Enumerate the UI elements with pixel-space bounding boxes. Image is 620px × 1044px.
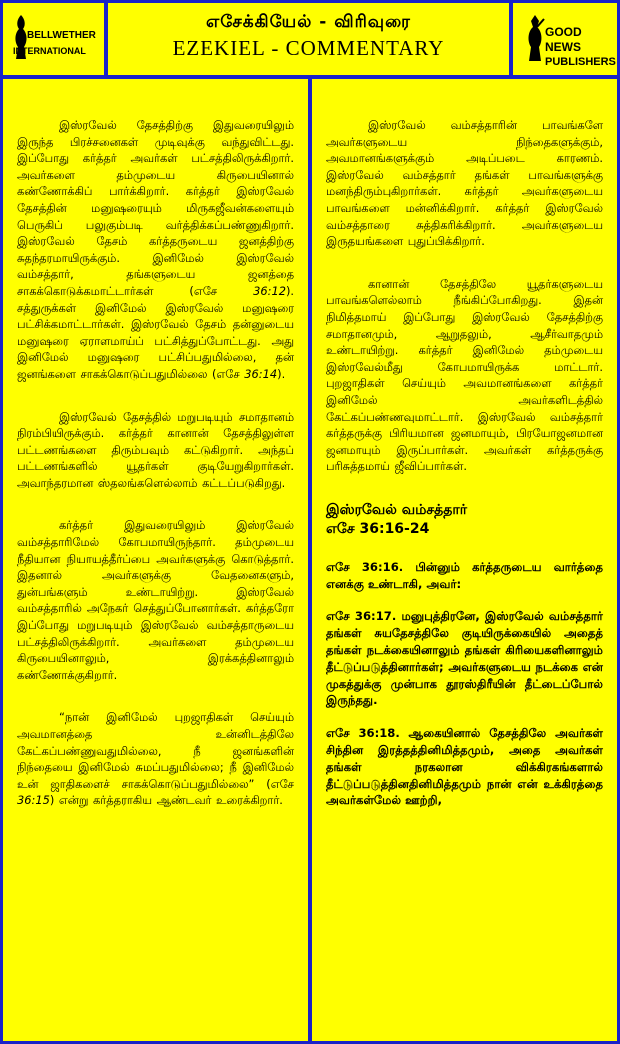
left-column [3, 79, 308, 1041]
verse-16: எசே 36:16. பின்னும் கர்த்தருடைய வார்த்தை எனக்கு உண்டாகி, அவர்: [326, 559, 603, 591]
logo-right-line1: GOOD NEWS [545, 25, 582, 54]
paragraph: இஸ்ரவேல் தேசத்தில் மறுபடியும் சமாதானம் நிரம்பியிருக்கும். கர்த்தர் கானான் தேசத்திலுள்ள பட்டணங்களை திரும்பவும் கட்டுகிறார். அந்தப் பட்டணங்களில் யூதர்கள் குடியேறுகிறார்கள். அவாந்தரமான ஸ்தலங்களெல்லாம் கட்டப்படுகிறது. [17, 409, 294, 490]
verse-17: எசே 36:17. மனுபுத்திரனே, இஸ்ரவேல் வம்சத்தார் தங்கள் சுயதேசத்திலே குடியிருக்கையில் அதைத் தங்கள் நடக்கையினாலும் தங்கள் கிரியைகளினாலும் தீட்டுப்படுத்தினார்கள்; அவர்களுடைய நடக்கை என் முகத்துக்கு முன்பாக தூரஸ்திரீயின் தீட்டைப்போல் இருந்தது. [326, 609, 603, 708]
header-title-tamil: எசேக்கியேல் - விரிவுரை [206, 12, 411, 32]
paragraph: இஸ்ரவேல் தேசத்திற்கு இதுவரையிலும் இருந்த பிரச்சனைகள் முடிவுக்கு வந்துவிட்டது. இப்போது கர்த்தர் அவர்கள் பட்சத்திலிருக்கிறார். அவர்களை தம்முடைய கிருபையினால் கண்ணோக்கிப் பார்க்கிறார். கர்த்தர் இஸ்ரவேல் தேசத்தின் மனுஷரையும் மிருகஜீவன்களையும் பெருகிப் பலுகும்படி வர்த்திக்கப்பண்ணுகிறார். இஸ்ரவேல் தேசம் கர்த்தருடைய ஜனத்திற்கு சுதந்தரமாயிருக்கும். இனிமேல் இஸ்ரவேல் வம்சத்தார், தங்களுடைய ஜனத்தை சாகக்கொடுக்கமாட்டார்கள் (எசே 36:12). சத்துருக்கள் இனிமேல் இஸ்ரவேல் மனுஷரை பட்சிக்கமாட்டார்கள். இஸ்ரவேல் தேசம் தன்னுடைய மனுஷரை ஏராளமாய்ப் பட்சித்துப்போட்டது. அது இனிமேல் மனுஷரை பட்சிப்பதுமில்லை, தன் ஜனங்களை சாகக்கொடுப்பதுமில்லை (எசே 36:14). [17, 118, 295, 381]
verse-18: எசே 36:18. ஆகையினால் தேசத்திலே அவர்கள் சிந்தின இரத்தத்தினிமித்தமும், அதை அவர்கள் தங்கள் நரகலான விக்கிரகங்களால் தீட்டுப்படுத்தினதினிமித்தமும் நான் என் உக்கிரத்தை அவர்கள்மேல் ஊற்றி, [326, 726, 603, 808]
logo-left-line1: BELLWETHER [27, 30, 96, 41]
herald-trumpeter-icon [523, 13, 545, 63]
paragraph: கர்த்தர் இதுவரையிலும் இஸ்ரவேல் வம்சத்தாரிமேல் கோபமாயிருந்தார். தம்முடைய நீதியான நியாயத்தீர்ப்பை அவர்களுக்கு கொடுத்தார். இதனால் அவர்களுக்கு வேதனைகளும், துன்பங்களும் உண்டாயிற்று. இஸ்ரவேல் வம்சத்தாரில் அநேகர் செத்துப்போனார்கள். கர்த்தரோ இப்போது மறுபடியும் இஸ்ரவேல் வம்சத்தாருடைய பட்சத்திலிருக்கிறார். அவர்களை தம்முடைய கிருபையினாலும், இரக்கத்தினாலும் கண்ணோக்குகிறார். [17, 518, 294, 682]
paragraph: “நான் இனிமேல் புறஜாதிகள் செய்யும் அவமானத்தை உன்னிடத்திலே கேட்கப்பண்ணுவதுமில்லை, நீ ஜனங்களின் நிந்தையை இனிமேல் சுமப்பதுமில்லை; நீ இனிமேல் உன் ஜாதிகளைச் சாகக்கொடுப்பதுமில்லை” (எசே 36:15) என்று கர்த்தராகிய ஆண்டவர் உரைக்கிறார். [17, 710, 294, 808]
header-title-english: EZEKIEL - COMMENTARY [172, 36, 445, 60]
right-column [312, 79, 617, 1041]
page-header [108, 3, 509, 75]
good-news-logo [513, 3, 617, 75]
logo-right-line2: PUBLISHERS [545, 56, 616, 68]
bellwether-logo [3, 3, 104, 75]
paragraph: இஸ்ரவேல் வம்சத்தாரின் பாவங்களே அவர்களுடைய நிந்தைகளுக்கும், அவமானங்களுக்கும் அடிப்படை காரணம். இஸ்ரவேல் வம்சத்தார் தங்கள் பாவங்களுக்கு மனந்திரும்புகிறார்கள். கர்த்தர் அவர்களுடைய பாவங்களை மன்னிக்கிறார். கர்த்தர் இஸ்ரவேல் வம்சத்தாரை சுத்திகரிக்கிறார். அவர்களுடைய இருதயங்களை புதுப்பிக்கிறார். [326, 118, 603, 249]
section-title: இஸ்ரவேல் வம்சத்தார் எசே 36:16-24 [326, 501, 468, 537]
logo-left-line2: INTERNATIONAL [13, 46, 86, 56]
paragraph: கானான் தேசத்திலே யூதர்களுடைய பாவங்களெல்லாம் நீங்கிப்போகிறது. இதன் நிமித்தமாய் இப்போது இஸ்ரவேல் தேசத்திற்கு சமாதானமும், ஆறுதலும், ஆசீர்வாதமும் உண்டாயிற்று. கர்த்தர் இனிமேல் தம்முடைய இஸ்ரவேல்மீது கோபமாயிருக்க மாட்டார். புறஜாதிகள் செய்யும் அவமானங்களை கர்த்தர் இனிமேல் அவர்களிடத்தில் கேட்கப்பண்ணவுமாட்டார். இஸ்ரவேல் வம்சத்தார் கர்த்தருக்கு பிரியமான ஜனமாயும், பிரயோஜனமான ஜனமாயும் இருப்பார்கள். அவர்கள் கர்த்தருக்கு பரிசுத்தமாய் ஜீவிப்பார்கள். [326, 276, 603, 474]
